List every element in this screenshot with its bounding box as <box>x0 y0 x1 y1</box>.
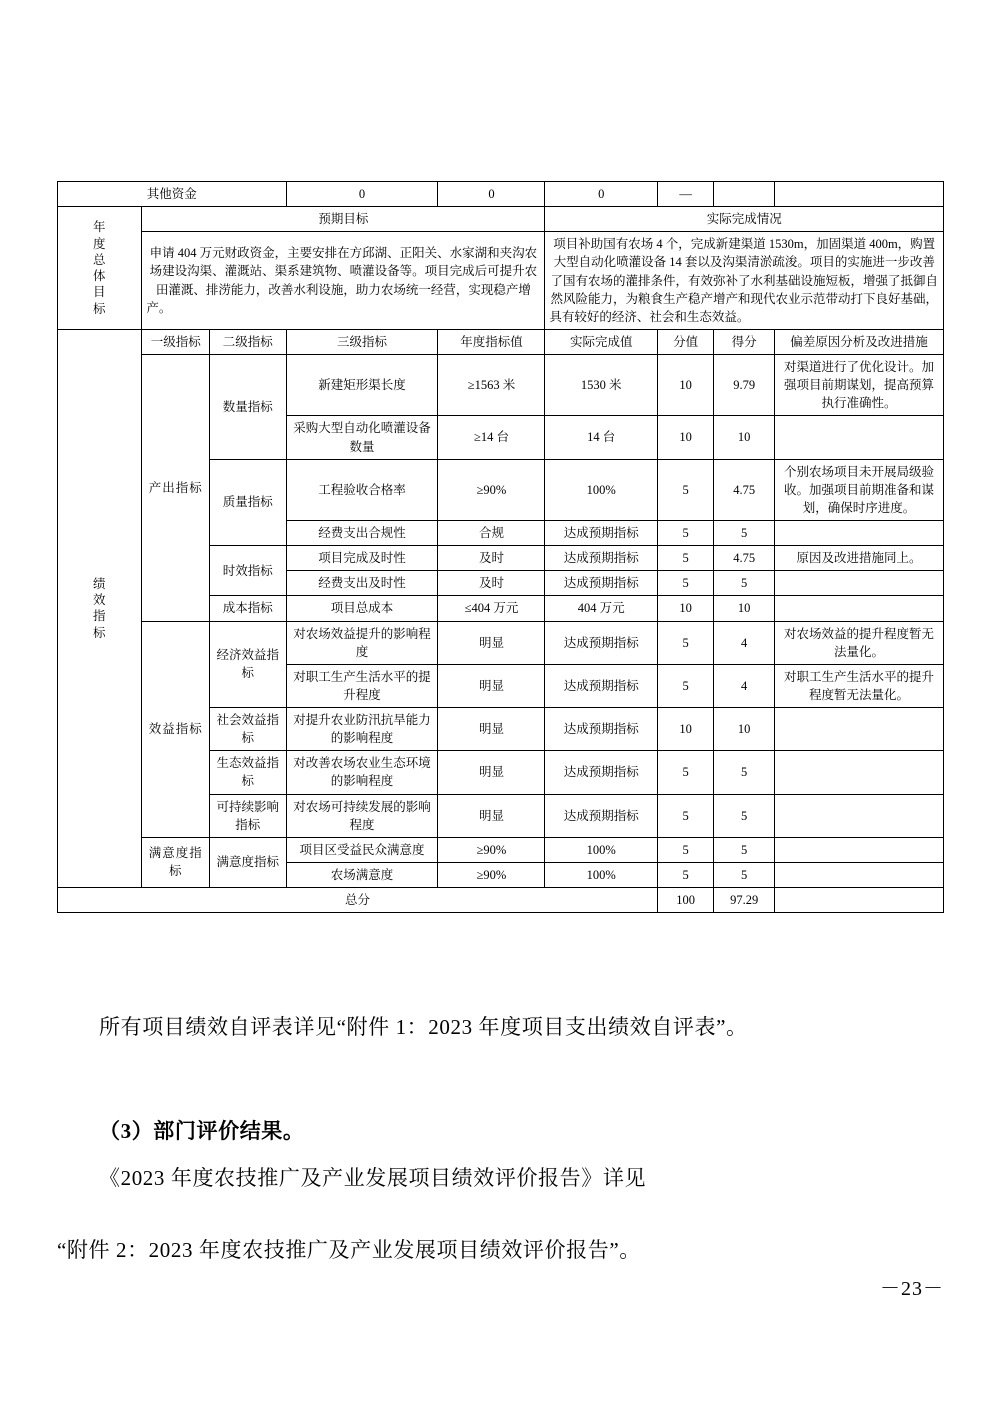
score-full: 5 <box>658 521 714 546</box>
table-row-total <box>58 888 944 913</box>
col-header-actual: 实际完成值 <box>545 329 658 354</box>
annual-goal-row-label <box>58 207 142 330</box>
score-full: 10 <box>658 416 714 459</box>
level3-label: 农场满意度 <box>286 862 438 887</box>
actual-value: 达成预期指标 <box>545 521 658 546</box>
level3-label: 对提升农业防汛抗旱能力的影响程度 <box>286 708 438 751</box>
annual-goal-row-label-text: 年度总体目标 <box>92 220 107 316</box>
score-full: 5 <box>658 664 714 707</box>
target-value: 明显 <box>438 794 545 837</box>
score-full: 5 <box>658 751 714 794</box>
score-full: 5 <box>658 794 714 837</box>
level2-economic: 经济效益指标 <box>209 621 286 708</box>
target-value: ≥90% <box>438 837 545 862</box>
table-row <box>58 837 944 862</box>
target-value: 及时 <box>438 571 545 596</box>
performance-table <box>57 181 944 913</box>
score-got: 4.75 <box>714 546 775 571</box>
score-full: 5 <box>658 621 714 664</box>
target-value: ≥1563 米 <box>438 355 545 416</box>
other-funds-v4: — <box>658 182 714 207</box>
col-header-score-got: 得分 <box>714 329 775 354</box>
table-row-annual-goal-text <box>58 232 944 330</box>
actual-result-text: 项目补助国有农场 4 个，完成新建渠道 1530m，加固渠道 400m，购置大型自动化喷灌设备 14 套以及沟渠清淤疏浚。项目的实施进一步改善了国有农场的灌排条件，有效弥补了水利基础设施短板，增强了抵御自然风险能力，为粮食生产稳产增产和现代农业示范带动打下良好基础，具有较好的经济、社会和生态效益。 <box>545 232 944 330</box>
level1-satisfaction: 满意度指标 <box>142 837 210 887</box>
score-got: 5 <box>714 837 775 862</box>
score-got: 5 <box>714 571 775 596</box>
score-got: 5 <box>714 862 775 887</box>
paragraph-attachment2: “附件 2：2023 年度农技推广及产业发展项目绩效评价报告”。 <box>57 1238 641 1262</box>
col-header-target: 年度指标值 <box>438 329 545 354</box>
col-header-analysis: 偏差原因分析及改进措施 <box>775 329 944 354</box>
other-funds-v6 <box>775 182 944 207</box>
analysis-text: 对职工生产生活水平的提升程度暂无法量化。 <box>775 664 944 707</box>
actual-value: 404 万元 <box>545 596 658 621</box>
score-full: 10 <box>658 708 714 751</box>
score-got: 5 <box>714 521 775 546</box>
actual-value: 达成预期指标 <box>545 546 658 571</box>
analysis-text <box>775 862 944 887</box>
target-value: 明显 <box>438 621 545 664</box>
level1-output: 产出指标 <box>142 355 210 622</box>
other-funds-v3: 0 <box>545 182 658 207</box>
target-value: ≤404 万元 <box>438 596 545 621</box>
level2-sustainable: 可持续影响指标 <box>209 794 286 837</box>
other-funds-v1: 0 <box>286 182 438 207</box>
analysis-text <box>775 416 944 459</box>
analysis-text <box>775 837 944 862</box>
analysis-text: 个别农场项目未开展局级验收。加强项目前期准备和谋划，确保时序进度。 <box>775 459 944 520</box>
score-full: 10 <box>658 596 714 621</box>
level3-label: 项目总成本 <box>286 596 438 621</box>
level3-label: 项目完成及时性 <box>286 546 438 571</box>
total-score-full: 100 <box>658 888 714 913</box>
level3-label: 对职工生产生活水平的提升程度 <box>286 664 438 707</box>
total-label: 总分 <box>58 888 658 913</box>
level3-label: 经费支出及时性 <box>286 571 438 596</box>
score-got: 4 <box>714 664 775 707</box>
score-full: 5 <box>658 862 714 887</box>
score-got: 10 <box>714 416 775 459</box>
expected-goal-header: 预期目标 <box>142 207 545 232</box>
level3-label: 项目区受益民众满意度 <box>286 837 438 862</box>
level3-label: 新建矩形渠长度 <box>286 355 438 416</box>
page-number: －23－ <box>880 1278 944 1300</box>
other-funds-v5 <box>714 182 775 207</box>
target-value: 及时 <box>438 546 545 571</box>
level2-satisfaction: 满意度指标 <box>209 837 286 887</box>
level3-label: 经费支出合规性 <box>286 521 438 546</box>
analysis-text <box>775 521 944 546</box>
actual-value: 达成预期指标 <box>545 621 658 664</box>
score-got: 10 <box>714 596 775 621</box>
actual-value: 达成预期指标 <box>545 571 658 596</box>
analysis-text <box>775 596 944 621</box>
level3-label: 对农场可持续发展的影响程度 <box>286 794 438 837</box>
total-analysis <box>775 888 944 913</box>
level3-label: 对农场效益提升的影响程度 <box>286 621 438 664</box>
col-header-level3: 三级指标 <box>286 329 438 354</box>
level3-label: 工程验收合格率 <box>286 459 438 520</box>
score-got: 10 <box>714 708 775 751</box>
total-score-got: 97.29 <box>714 888 775 913</box>
level1-benefit: 效益指标 <box>142 621 210 837</box>
other-funds-label: 其他资金 <box>58 182 287 207</box>
paragraph-attachment1: 所有项目绩效自评表详见“附件 1：2023 年度项目支出绩效自评表”。 <box>99 1015 748 1039</box>
analysis-text <box>775 708 944 751</box>
score-got: 5 <box>714 794 775 837</box>
score-got: 4 <box>714 621 775 664</box>
table-row-other-funds <box>58 182 944 207</box>
target-value: ≥90% <box>438 862 545 887</box>
actual-value: 达成预期指标 <box>545 664 658 707</box>
target-value: 明显 <box>438 708 545 751</box>
score-got: 9.79 <box>714 355 775 416</box>
target-value: 明显 <box>438 751 545 794</box>
actual-value: 达成预期指标 <box>545 708 658 751</box>
paragraph-report-reference: 《2023 年度农技推广及产业发展项目绩效评价报告》详见 <box>99 1166 647 1190</box>
other-funds-v2: 0 <box>438 182 545 207</box>
col-header-level2: 二级指标 <box>209 329 286 354</box>
actual-value: 14 台 <box>545 416 658 459</box>
score-full: 5 <box>658 459 714 520</box>
level2-social: 社会效益指标 <box>209 708 286 751</box>
score-got: 4.75 <box>714 459 775 520</box>
target-value: 合规 <box>438 521 545 546</box>
paragraph-section-heading: （3）部门评价结果。 <box>99 1119 305 1143</box>
actual-value: 100% <box>545 862 658 887</box>
expected-goal-text: 申请 404 万元财政资金，主要安排在方邱湖、正阳关、水家湖和夹沟农场建设沟渠、灌溉站、渠系建筑物、喷灌设备等。项目完成后可提升农田灌溉、排涝能力，改善水利设施，助力农场统一经营，实现稳产增产。 <box>142 232 545 330</box>
score-full: 10 <box>658 355 714 416</box>
level3-label: 采购大型自动化喷灌设备数量 <box>286 416 438 459</box>
actual-value: 100% <box>545 459 658 520</box>
actual-value: 1530 米 <box>545 355 658 416</box>
analysis-text <box>775 794 944 837</box>
table-row <box>58 355 944 416</box>
target-value: ≥14 台 <box>438 416 545 459</box>
actual-value: 100% <box>545 837 658 862</box>
actual-result-header: 实际完成情况 <box>545 207 944 232</box>
table-row-indicator-header <box>58 329 944 354</box>
actual-value: 达成预期指标 <box>545 794 658 837</box>
analysis-text: 对农场效益的提升程度暂无法量化。 <box>775 621 944 664</box>
target-value: ≥90% <box>438 459 545 520</box>
score-full: 5 <box>658 546 714 571</box>
analysis-text: 原因及改进措施同上。 <box>775 546 944 571</box>
table-row-annual-goal-header <box>58 207 944 232</box>
score-full: 5 <box>658 837 714 862</box>
level2-quality: 质量指标 <box>209 459 286 546</box>
level3-label: 对改善农场农业生态环境的影响程度 <box>286 751 438 794</box>
analysis-text <box>775 751 944 794</box>
actual-value: 达成预期指标 <box>545 751 658 794</box>
level2-timeliness: 时效指标 <box>209 546 286 596</box>
analysis-text: 对渠道进行了优化设计。加强项目前期谋划，提高预算执行准确性。 <box>775 355 944 416</box>
table-row <box>58 621 944 664</box>
performance-indicator-label-text: 绩效指标 <box>92 576 107 640</box>
level2-cost: 成本指标 <box>209 596 286 621</box>
col-header-score-full: 分值 <box>658 329 714 354</box>
score-got: 5 <box>714 751 775 794</box>
performance-indicator-label <box>58 329 142 887</box>
analysis-text <box>775 571 944 596</box>
level2-quantity: 数量指标 <box>209 355 286 460</box>
level2-ecological: 生态效益指标 <box>209 751 286 794</box>
score-full: 5 <box>658 571 714 596</box>
target-value: 明显 <box>438 664 545 707</box>
col-header-level1: 一级指标 <box>142 329 210 354</box>
